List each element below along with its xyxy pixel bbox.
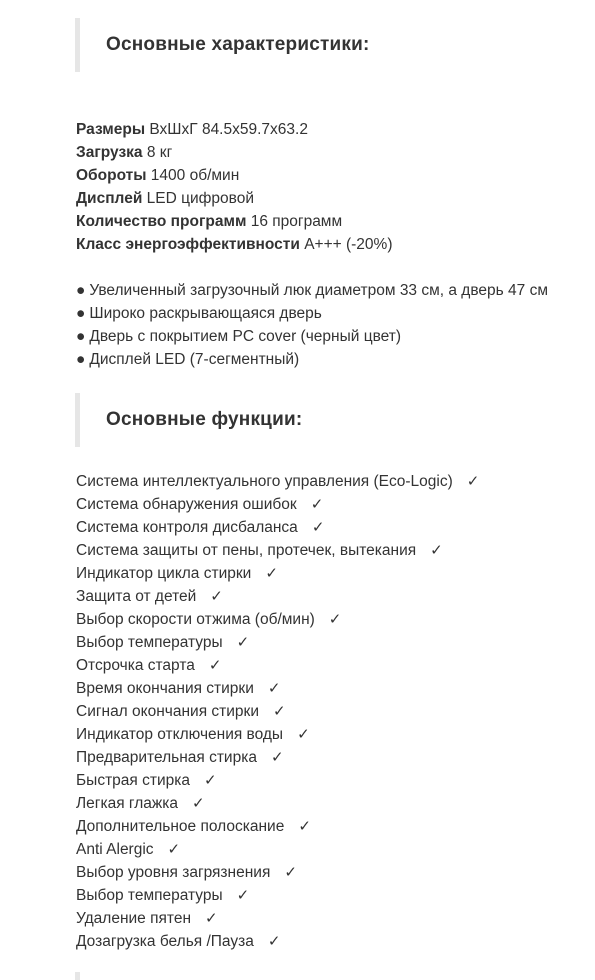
function-text: Выбор температуры	[76, 634, 223, 651]
feature-text: Увеличенный загрузочный люк диаметром 33 см, а дверь 47 см	[89, 282, 548, 299]
function-item	[76, 470, 595, 493]
function-text: Выбор скорости отжима (об/мин)	[76, 611, 315, 628]
function-item	[76, 838, 595, 861]
specs-heading: Основные характеристики:	[75, 18, 555, 72]
checkmark-icon: ✓	[310, 495, 324, 513]
function-text: Выбор температуры	[76, 887, 223, 904]
function-text: Защита от детей	[76, 588, 197, 605]
function-text: Легкая глажка	[76, 795, 178, 812]
feature-text: Дисплей LED (7-сегментный)	[89, 351, 300, 368]
function-text: Сигнал окончания стирки	[76, 703, 259, 720]
checkmark-icon: ✓	[298, 817, 311, 835]
feature-item	[76, 279, 595, 302]
spec-value: ВхШхГ 84.5х59.7х63.2	[149, 121, 308, 138]
function-item	[76, 792, 595, 815]
function-item	[76, 746, 595, 769]
spec-label: Размеры	[76, 121, 146, 138]
spec-row	[76, 118, 595, 141]
function-text: Система контроля дисбаланса	[76, 519, 298, 536]
checkmark-icon: ✓	[267, 679, 281, 697]
spec-row	[76, 233, 595, 256]
bullet-icon: ●	[76, 351, 86, 368]
checkmark-icon: ✓	[205, 909, 218, 927]
function-item	[76, 493, 595, 516]
function-text: Система защиты от пены, протечек, вытекания	[76, 542, 417, 559]
function-text: Предварительная стирка	[76, 749, 257, 766]
function-item	[76, 539, 595, 562]
feature-item	[76, 348, 595, 371]
features-list	[76, 279, 595, 371]
checkmark-icon: ✓	[272, 702, 286, 720]
function-text: Время окончания стирки	[76, 680, 254, 697]
function-text: Индикатор цикла стирки	[76, 565, 252, 582]
function-text: Anti Alergic	[76, 841, 154, 858]
function-text: Удаление пятен	[76, 910, 192, 927]
function-item	[76, 585, 595, 608]
function-item	[76, 861, 595, 884]
spec-label: Обороты	[76, 167, 147, 184]
function-item	[76, 608, 595, 631]
functions-list	[76, 470, 595, 953]
function-item	[76, 723, 595, 746]
feature-item	[76, 325, 595, 348]
checkmark-icon: ✓	[328, 610, 342, 628]
function-item	[76, 907, 595, 930]
function-item	[76, 677, 595, 700]
function-item	[76, 654, 595, 677]
function-text: Индикатор отключения воды	[76, 726, 284, 743]
feature-text: Дверь с покрытием PC cover (черный цвет)	[89, 328, 402, 345]
function-item	[76, 562, 595, 585]
function-text: Быстрая стирка	[76, 772, 190, 789]
specs-list	[76, 118, 595, 256]
spec-value: A+++ (-20%)	[304, 236, 393, 253]
function-text: Дополнительное полоскание	[76, 818, 285, 835]
checkmark-icon: ✓	[430, 541, 443, 559]
feature-text: Широко раскрывающаяся дверь	[89, 305, 322, 322]
spec-row	[76, 187, 595, 210]
function-item	[76, 769, 595, 792]
bullet-icon: ●	[76, 305, 86, 322]
function-text: Выбор уровня загрязнения	[76, 864, 271, 881]
checkmark-icon: ✓	[311, 518, 325, 536]
checkmark-icon: ✓	[284, 863, 297, 881]
next-section-bar	[75, 972, 80, 980]
bullet-icon: ●	[76, 282, 86, 299]
checkmark-icon: ✓	[191, 794, 205, 812]
spec-label: Количество программ	[76, 213, 247, 230]
function-text: Отсрочка старта	[76, 657, 195, 674]
checkmark-icon: ✓	[210, 587, 223, 605]
checkmark-icon: ✓	[265, 564, 278, 582]
spec-value: LED цифровой	[146, 190, 254, 207]
spec-row	[76, 164, 595, 187]
checkmark-icon: ✓	[466, 472, 480, 490]
spec-row	[76, 141, 595, 164]
spec-value: 16 программ	[250, 213, 343, 230]
functions-heading: Основные функции:	[75, 393, 555, 447]
spec-row	[76, 210, 595, 233]
function-item	[76, 884, 595, 907]
function-item	[76, 815, 595, 838]
bullet-icon: ●	[76, 328, 86, 345]
feature-item	[76, 302, 595, 325]
spec-value: 1400 об/мин	[150, 167, 240, 184]
function-item	[76, 700, 595, 723]
checkmark-icon: ✓	[297, 725, 310, 743]
checkmark-icon: ✓	[203, 771, 217, 789]
spec-value: 8 кг	[146, 144, 173, 161]
function-text: Система обнаружения ошибок	[76, 496, 297, 513]
function-item	[76, 631, 595, 654]
function-item	[76, 930, 595, 953]
spec-label: Дисплей	[76, 190, 143, 207]
function-text: Дозагрузка белья /Пауза	[76, 933, 254, 950]
spec-label: Загрузка	[76, 144, 143, 161]
spec-label: Класс энергоэффективности	[76, 236, 300, 253]
checkmark-icon: ✓	[167, 840, 181, 858]
checkmark-icon: ✓	[236, 633, 250, 651]
function-item	[76, 516, 595, 539]
function-text: Система интеллектуального управления (Eco-Logic)	[76, 473, 453, 490]
checkmark-icon: ✓	[270, 748, 284, 766]
checkmark-icon: ✓	[236, 886, 250, 904]
checkmark-icon: ✓	[208, 656, 222, 674]
checkmark-icon: ✓	[267, 932, 281, 950]
